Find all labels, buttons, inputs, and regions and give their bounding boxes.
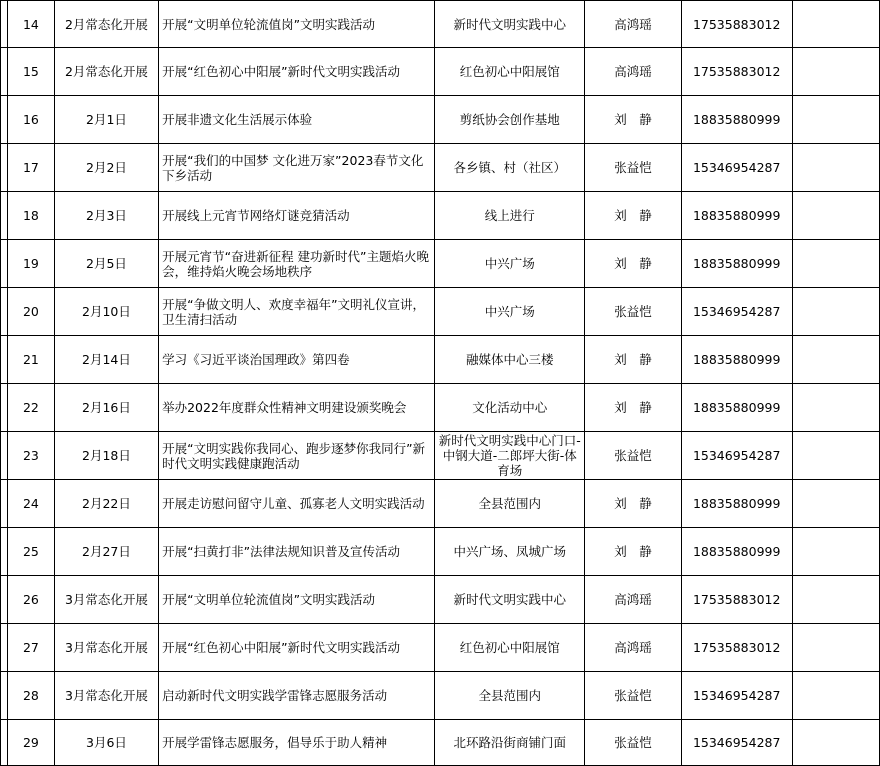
empty-cell: [792, 576, 879, 624]
date-cell: 2月常态化开展: [54, 1, 158, 48]
phone-cell: 15346954287: [681, 288, 792, 336]
empty-cell: [792, 528, 879, 576]
table-row: [1, 432, 880, 480]
row-number-cell: 23: [8, 432, 55, 480]
row-margin-cell: [1, 48, 8, 96]
row-margin-cell: [1, 336, 8, 384]
contact-cell: 张益恺: [585, 144, 681, 192]
location-cell: 全县范围内: [435, 672, 585, 720]
empty-cell: [792, 480, 879, 528]
contact-cell: 刘 静: [585, 96, 681, 144]
activity-cell: 开展学雷锋志愿服务，倡导乐于助人精神: [159, 720, 435, 766]
table-row: [1, 624, 880, 672]
date-cell: 2月1日: [54, 96, 158, 144]
empty-cell: [792, 720, 879, 766]
row-number-cell: 26: [8, 576, 55, 624]
contact-cell: 张益恺: [585, 288, 681, 336]
contact-cell: 刘 静: [585, 192, 681, 240]
date-cell: 3月常态化开展: [54, 672, 158, 720]
table-row: [1, 384, 880, 432]
row-margin-cell: [1, 1, 8, 48]
contact-cell: 张益恺: [585, 432, 681, 480]
date-cell: 2月2日: [54, 144, 158, 192]
empty-cell: [792, 96, 879, 144]
phone-cell: 15346954287: [681, 144, 792, 192]
table-row: [1, 96, 880, 144]
table-row: [1, 48, 880, 96]
table-row: [1, 144, 880, 192]
row-margin-cell: [1, 672, 8, 720]
location-cell: 线上进行: [435, 192, 585, 240]
row-margin-cell: [1, 240, 8, 288]
contact-cell: 张益恺: [585, 672, 681, 720]
row-margin-cell: [1, 144, 8, 192]
activity-cell: 开展走访慰问留守儿童、孤寡老人文明实践活动: [159, 480, 435, 528]
empty-cell: [792, 336, 879, 384]
table-row: [1, 192, 880, 240]
empty-cell: [792, 1, 879, 48]
row-margin-cell: [1, 720, 8, 766]
contact-cell: 刘 静: [585, 336, 681, 384]
contact-cell: 高鸿瑶: [585, 624, 681, 672]
contact-cell: 高鸿瑶: [585, 1, 681, 48]
table-row: [1, 1, 880, 48]
date-cell: 2月14日: [54, 336, 158, 384]
row-number-cell: 20: [8, 288, 55, 336]
location-cell: 新时代文明实践中心门口-中钢大道-二郎坪大街-体育场: [435, 432, 585, 480]
row-number-cell: 17: [8, 144, 55, 192]
location-cell: 全县范围内: [435, 480, 585, 528]
row-number-cell: 21: [8, 336, 55, 384]
contact-cell: 高鸿瑶: [585, 576, 681, 624]
empty-cell: [792, 672, 879, 720]
activity-cell: 开展“文明单位轮流值岗”文明实践活动: [159, 576, 435, 624]
row-margin-cell: [1, 96, 8, 144]
contact-cell: 高鸿瑶: [585, 48, 681, 96]
empty-cell: [792, 624, 879, 672]
table-row: [1, 672, 880, 720]
date-cell: 2月16日: [54, 384, 158, 432]
phone-cell: 18835880999: [681, 336, 792, 384]
table-row: [1, 288, 880, 336]
date-cell: 2月27日: [54, 528, 158, 576]
activity-cell: 开展“红色初心中阳展”新时代文明实践活动: [159, 48, 435, 96]
phone-cell: 18835880999: [681, 240, 792, 288]
date-cell: 2月3日: [54, 192, 158, 240]
row-margin-cell: [1, 192, 8, 240]
activity-cell: 举办2022年度群众性精神文明建设颁奖晚会: [159, 384, 435, 432]
location-cell: 北环路沿街商铺门面: [435, 720, 585, 766]
date-cell: 3月常态化开展: [54, 624, 158, 672]
activity-cell: 开展非遗文化生活展示体验: [159, 96, 435, 144]
date-cell: 3月常态化开展: [54, 576, 158, 624]
phone-cell: 17535883012: [681, 576, 792, 624]
location-cell: 新时代文明实践中心: [435, 576, 585, 624]
empty-cell: [792, 384, 879, 432]
activity-cell: 开展线上元宵节网络灯谜竞猜活动: [159, 192, 435, 240]
row-number-cell: 14: [8, 1, 55, 48]
contact-cell: 刘 静: [585, 240, 681, 288]
activity-cell: 学习《习近平谈治国理政》第四卷: [159, 336, 435, 384]
phone-cell: 18835880999: [681, 528, 792, 576]
activity-cell: 启动新时代文明实践学雷锋志愿服务活动: [159, 672, 435, 720]
phone-cell: 15346954287: [681, 720, 792, 766]
row-number-cell: 25: [8, 528, 55, 576]
table-row: [1, 336, 880, 384]
row-number-cell: 15: [8, 48, 55, 96]
phone-cell: 15346954287: [681, 672, 792, 720]
row-number-cell: 18: [8, 192, 55, 240]
activity-cell: 开展“我们的中国梦 文化进万家”2023春节文化下乡活动: [159, 144, 435, 192]
empty-cell: [792, 144, 879, 192]
date-cell: 2月18日: [54, 432, 158, 480]
activity-cell: 开展“文明单位轮流值岗”文明实践活动: [159, 1, 435, 48]
date-cell: 2月常态化开展: [54, 48, 158, 96]
contact-cell: 张益恺: [585, 720, 681, 766]
date-cell: 2月5日: [54, 240, 158, 288]
phone-cell: 17535883012: [681, 624, 792, 672]
contact-cell: 刘 静: [585, 480, 681, 528]
row-margin-cell: [1, 624, 8, 672]
phone-cell: 18835880999: [681, 96, 792, 144]
empty-cell: [792, 192, 879, 240]
row-margin-cell: [1, 384, 8, 432]
empty-cell: [792, 48, 879, 96]
location-cell: 红色初心中阳展馆: [435, 624, 585, 672]
location-cell: 中兴广场、凤城广场: [435, 528, 585, 576]
table-row: [1, 720, 880, 766]
table-row: [1, 528, 880, 576]
activity-cell: 开展元宵节“奋进新征程 建功新时代”主题焰火晚会，维持焰火晚会场地秩序: [159, 240, 435, 288]
row-number-cell: 24: [8, 480, 55, 528]
phone-cell: 17535883012: [681, 1, 792, 48]
row-number-cell: 19: [8, 240, 55, 288]
activity-cell: 开展“红色初心中阳展”新时代文明实践活动: [159, 624, 435, 672]
location-cell: 各乡镇、村（社区）: [435, 144, 585, 192]
contact-cell: 刘 静: [585, 528, 681, 576]
row-number-cell: 27: [8, 624, 55, 672]
table-row: [1, 480, 880, 528]
location-cell: 融媒体中心三楼: [435, 336, 585, 384]
phone-cell: 17535883012: [681, 48, 792, 96]
location-cell: 新时代文明实践中心: [435, 1, 585, 48]
row-number-cell: 29: [8, 720, 55, 766]
phone-cell: 18835880999: [681, 480, 792, 528]
row-margin-cell: [1, 480, 8, 528]
empty-cell: [792, 432, 879, 480]
activity-cell: 开展“文明实践你我同心、跑步逐梦你我同行”新时代文明实践健康跑活动: [159, 432, 435, 480]
location-cell: 剪纸协会创作基地: [435, 96, 585, 144]
row-margin-cell: [1, 576, 8, 624]
row-margin-cell: [1, 288, 8, 336]
date-cell: 3月6日: [54, 720, 158, 766]
activity-cell: 开展“扫黄打非”法律法规知识普及宣传活动: [159, 528, 435, 576]
row-number-cell: 22: [8, 384, 55, 432]
phone-cell: 18835880999: [681, 384, 792, 432]
location-cell: 中兴广场: [435, 240, 585, 288]
row-margin-cell: [1, 432, 8, 480]
location-cell: 文化活动中心: [435, 384, 585, 432]
date-cell: 2月22日: [54, 480, 158, 528]
table-row: [1, 240, 880, 288]
row-margin-cell: [1, 528, 8, 576]
location-cell: 中兴广场: [435, 288, 585, 336]
contact-cell: 刘 静: [585, 384, 681, 432]
table-row: [1, 576, 880, 624]
empty-cell: [792, 288, 879, 336]
activity-cell: 开展“争做文明人、欢度幸福年”文明礼仪宣讲，卫生清扫活动: [159, 288, 435, 336]
row-number-cell: 16: [8, 96, 55, 144]
location-cell: 红色初心中阳展馆: [435, 48, 585, 96]
date-cell: 2月10日: [54, 288, 158, 336]
empty-cell: [792, 240, 879, 288]
phone-cell: 18835880999: [681, 192, 792, 240]
phone-cell: 15346954287: [681, 432, 792, 480]
row-number-cell: 28: [8, 672, 55, 720]
